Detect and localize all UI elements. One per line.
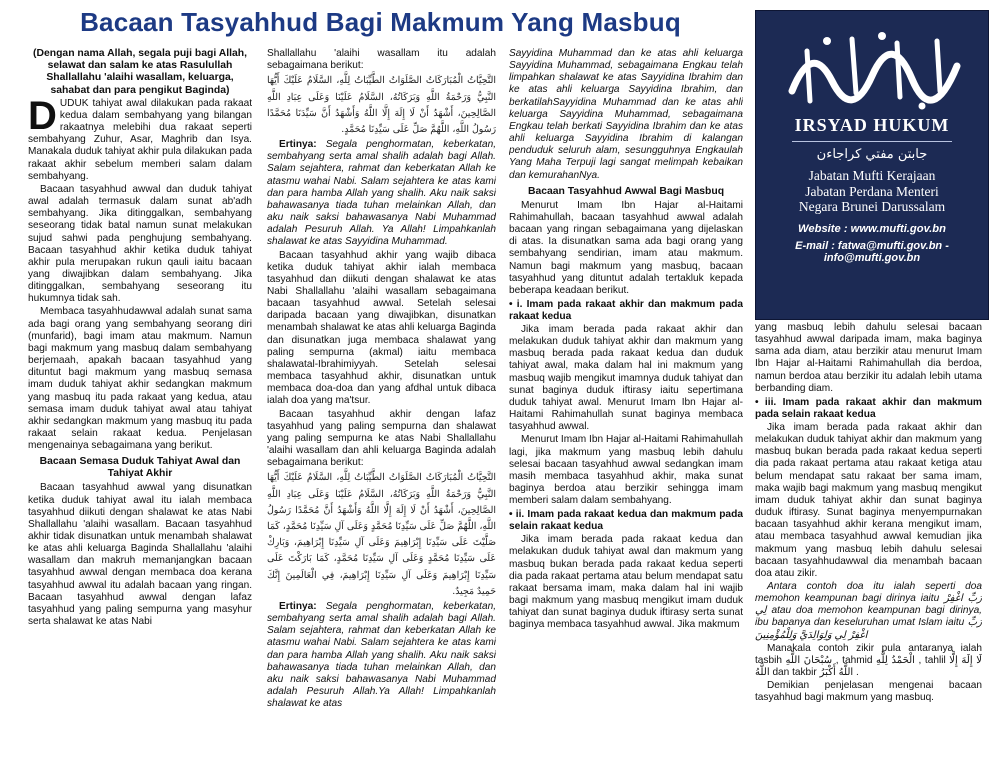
paragraph: Jika imam berada pada rakaat kedua dan melakukan duduk tahiyat awal dan makmum yang masbuq bukan berada pada rakaat kedua seperti dia pada rakaat pertama atau belum mendapat satu rakaat bersama imam, maka dalam hal ini wajib bagi makmum yang masbuq mengikut imam duduk tahiyat dan sunat baginya duduk iftirasy serta sunat baginya membaca tasyahhud awwal. Jika makmum xyxy=(509,534,743,631)
page-title: Bacaan Tasyahhud Bagi Makmum Yang Masbuq xyxy=(80,7,681,37)
banner-divider xyxy=(792,141,952,142)
arabic-tasyahhud-akhir: التَّحِيَّاتُ الْمُبَارَكَاتُ الصَّلَوَاتُ الطَّيِّبَاتُ لِلَّهِ، السَّلَامُ عَلَيْكَ أَيُّهَا النَّبِيُّ وَرَحْمَةُ اللَّهِ وَبَرَكَاتُهُ، السَّلَامُ عَلَيْنَا وَعَلَى عِبَادِ اللَّهِ الصَّالِحِينَ، أَشْهَدُ أَنْ لَا إِلَهَ إِلَّا اللَّهُ وَأَشْهَدُ أَنَّ مُحَمَّدًا رَسُولُ اللَّهِ، اللَّهُمَّ صَلِّ عَلَى سَيِّدِنَا مُحَمَّدٍ وَعَلَى آلِ سَيِّدِنَا مُحَمَّدٍ، كَمَا صَلَّيْتَ عَلَى سَيِّدِنَا إِبْرَاهِيمَ وَعَلَى آلِ سَيِّدِنَا إِبْرَاهِيمَ، وَبَارِكْ عَلَى سَيِّدِنَا مُحَمَّدٍ وَعَلَى آلِ سَيِّدِنَا مُحَمَّدٍ، كَمَا بَارَكْتَ عَلَى سَيِّدِنَا إِبْرَاهِيمَ وَعَلَى آلِ سَيِّدِنَا إِبْرَاهِيمَ، فِي الْعَالَمِينَ إِنَّكَ حَمِيدٌ مَجِيدٌ. xyxy=(267,472,496,597)
paragraph-text: UDUK tahiyat awal dilakukan pada rakaat kedua dalam sembahyang yang bilangan rakaatnya melebihi dua rakaat seperti sembahyang Zuhur, Asar, Maghrib dan Isya. Manakala duduk tahiyat akhir pula dilakukan pada rakaat akhir sebelum memberi salam dalam sembahyang. xyxy=(28,97,252,182)
drop-cap: D xyxy=(28,93,57,138)
translation-label: Ertinya: xyxy=(279,600,317,612)
paragraph: Sayyidina Muhammad dan ke atas ahli keluarga Sayyidina Muhammad, sebagaimana Engkau telah limpahkan shalawat ke atas Sayyidina Ibrahim dan ke atas ahli keluarga Sayyidina Ibrahim, dan berkatilahSayyidina Muhammad dan ke atas ahli keluarga Sayyidina Muhammad, sebagaimana Engkau telah berkati Sayyidina Ibrahim dan ke atas ahli keluarga Sayyidina Ibrahim di kalangan penduduk seluruh alam, sesungguhnya Engkaulah Yang Maha Terpuji lagi sangat melimpah kebaikan dan kemurahanNya. xyxy=(509,48,743,181)
case-heading: • iii. Imam pada rakaat akhir dan makmum pada selain rakaat kedua xyxy=(755,396,982,420)
opening-invocation: (Dengan nama Allah, segala puji bagi Allah, selawat dan salam ke atas Rasulullah Shallallahu 'alaihi wasallam, keluarga, sahabat dan para pengikut Baginda) xyxy=(32,48,247,96)
arabic-subtitle: جابتن مفتي كراجاءن xyxy=(816,147,928,162)
paragraph: Menurut Imam Ibn Hajar al-Haitami Rahimahullah, bacaan tasyahhud awwal adalah bacaan yang ringan sebagaimana yang dijelaskan di atas. Ia disunatkan sama ada bagi orang yang sembahyang sendirian, imam atau makmum. Namun bagi makmum yang masbuq, bacaan tasyahhud yang dituntut adalah tertakluk kepada beberapa keadaan berikut. xyxy=(509,199,743,296)
section-heading: Bacaan Tasyahhud Awwal Bagi Masbuq xyxy=(527,185,725,197)
translation-text: Segala penghormatan, keberkatan, sembahyang serta amal shalih adalah bagi Allah. Salam sejahtera, rahmat dan keberkatan Allah ke atasmu wahai Nabi. Salam sejahtera ke atas kami dan para hamba Allah yang shalih. Aku naik saksi bahawasanya tiada tuhan melainkan Allah, dan aku naik saksi bahawasanya Nabi Muhammad adalah Pesuruh Allah. Ya Allah! Limpahkanlah shalawat ke atas Sayyidina Muhammad. xyxy=(267,139,496,248)
case-heading: • i. Imam pada rakaat akhir dan makmum pada rakaat kedua xyxy=(509,298,743,322)
website-link[interactable]: Website : www.mufti.gov.bn xyxy=(798,222,946,235)
irsyad-hukum-banner xyxy=(755,10,989,320)
paragraph: Antara contoh doa itu ialah seperti doa memohon keampunan bagi dirinya iaitu رَبِّ اغْفِرْ لِي atau doa memohon keampunan bagi dirinya, ibu bapanya dan keseluruhan umat Islam iaitu رَبِّ اغْفِرْ لِي وَلِوَالِدَيَّ وَلِلْمُؤْمِنِينَ xyxy=(755,580,982,641)
arabic-tasyahhud-awwal: التَّحِيَّاتُ الْمُبَارَكَاتُ الصَّلَوَاتُ الطَّيِّبَاتُ لِلَّهِ، السَّلَامُ عَلَيْكَ أَيُّهَا النَّبِيُّ وَرَحْمَةُ اللَّهِ وَبَرَكَاتُهُ، السَّلَامُ عَلَيْنَا وَعَلَى عِبَادِ اللَّهِ الصَّالِحِينَ، أَشْهَدُ أَنْ لَا إِلَهَ إِلَّا اللَّهُ وَأَشْهَدُ أَنَّ سَيِّدَنَا مُحَمَّدًا رَسُولُ اللَّهِ، اللَّهُمَّ صَلِّ عَلَى سَيِّدِنَا مُحَمَّدٍ. xyxy=(267,75,496,135)
paragraph: Shallallahu 'alaihi wasallam itu adalah sebagaimana berikut: xyxy=(267,48,496,72)
paragraph: Jika imam berada pada rakaat akhir dan melakukan duduk tahiyat akhir dan makmum yang masbuq berada pada rakaat kedua dan duduk tahiyat awal, maka dalam hal ini makmum yang masbuq wajib mengikut imamnya duduk tahiyat dan sunat baginya duduk iftirasy iaitu sepertimana duduk tahiyat awal. Menurut Imam Ibn Hajar al-Haitami Rahimahullah sunat baginya membaca tasyahhud awwal. xyxy=(509,323,743,433)
translation-paragraph xyxy=(267,139,496,248)
paragraph: Membaca tasyahhudawwal adalah sunat sama ada bagi orang yang sembahyang seorang diri (munfarid), bagi imam atau makmum. Namun bagi makmum yang masbuq dalam sembahyang berjemaah, apakah bacaan tasyahhud yang dituntut bagi makmum yang masbuq semasa imam duduk tahiyat akhir sedangkan makmum yang masbuq itu pada rakaat yang kedua, atau semasa imam duduk tahiyat awal atau tahiyat akhir sedangkan makmum yang masbuq itu pada rakaat selain rakaat kedua. Penjelasan mengenainya sebagaimana yang berikut. xyxy=(28,306,252,452)
email-link[interactable]: E-mail : fatwa@mufti.gov.bn - info@mufti.gov.bn xyxy=(795,239,949,264)
article-column-3 xyxy=(509,48,743,768)
paragraph: yang masbuq lebih dahulu selesai bacaan tasyahhud awwal daripada imam, maka baginya sama ada diam, atau berzikir atau menurut Imam Ibn Hajar al-Haitami Rahimahullah dia berdoa, namun berdoa atau berzikir itu adalah lebih utama berbanding diam. xyxy=(755,322,982,394)
translation-paragraph xyxy=(267,601,496,710)
paragraph: Bacaan tasyahhud akhir yang wajib dibaca ketika duduk tahiyat akhir ialah membaca tasyahhud dan diikuti dengan shalawat ke atas Nabi Shallallahu 'alaihi wasallam sebagaimana bacaan tasyahhud awwal. Setelah selesai daripada bacaan yang diwajibkan, disunatkan menambah shalawat ke atas ahli keluarga Baginda dan disunatkan juga membaca shalawat yang paling sempurna (akmal) iaitu membaca shalawatal-Ibrahimiyyah. Setelah selesai membaca tasyahhud akhir, disunatkan untuk membaca doa-doa dan yang afdhal untuk dibaca ialah doa yang ma'tsur. xyxy=(267,249,496,407)
org-line-1: Jabatan Mufti Kerajaan xyxy=(808,168,936,183)
paragraph: Menurut Imam Ibn Hajar al-Haitami Rahimahullah lagi, jika makmum yang masbuq lebih dahulu selesai bacaan tasyahhud awwal sedangkan imam masih membaca tasyahhud akhir, maka sunat baginya berdoa atau berzikir sehingga imam memberi salam dalam sembahyang. xyxy=(509,434,743,507)
paragraph: Jika imam berada pada rakaat akhir dan melakukan duduk tahiyat akhir dan makmum yang masbuq bukan berada pada rakaat kedua seperti dia pada rakaat pertama atau rakaat ketiga atau belum mendapat satu rakaat ber sama imam, maka wajib bagi makmum yang masbuq mengikut imam duduk tahiyat akhir dan sunat baginya duduk iftirasy. Sunat baginya menyempurnakan bacaan tasyahhud akhir kerana mengikut imam, atau membaca tasyahhud awwal kemudian jika makmum yang masbuq lebih dahulu selesai bacaan tasyahhudawwal dia menambah bacaan doa atau zikir. xyxy=(755,421,982,579)
org-line-3: Negara Brunei Darussalam xyxy=(798,199,946,214)
translation-text: Segala penghormatan, keberkatan, sembahyang serta amal shalih adalah bagi Allah. Salam sejahtera, rahmat dan keberkatan Allah ke atasmu wahai Nabi. Salam sejahtera ke atas kami dan para hamba Allah yang shalih. Aku naik saksi bahawasanya tiada tuhan melainkan Allah, dan aku naik saksi bahawasanya Nabi Muhammad adalah Pesuruh Allah.Ya Allah! Limpahkanlah shalawat ke atas xyxy=(267,600,496,710)
paragraph xyxy=(28,93,252,183)
paragraph: Manakala contoh zikir pula antaranya ialah tasbih سُبْحَانَ اللَّهِ , tahmid الْحَمْدُ لِلَّهِ , tahlil لَا إِلَهَ إِلَّا اللَّهُ dan takbir اللَّهُ أَكْبَرُ . xyxy=(755,642,982,679)
paragraph: Bacaan tasyahhud awwal yang disunatkan ketika duduk tahiyat awal itu ialah membaca tasyahhud diikuti dengan shalawat ke atas Nabi Shallallahu 'alaihi wasallam. Bacaan tasyahhud akhir tidak disunatkan untuk menambah shalawat ke atas ahli keluarga Baginda Shallallahu 'alaihi wasallam dan makruh memanjangkan bacaan tasyahhud awwal dengan membaca doa kerana tasyahhud awwal itu adalah bacaan yang ringan. Bacaan tasyahhud awwal dengan lafaz tasyahhud yang paling sempurna yang masyhur serta shalawat ke atas Nabi xyxy=(28,482,252,628)
article-column-2 xyxy=(267,48,496,768)
paragraph: Bacaan tasyahhud awwal dan duduk tahiyat awal adalah termasuk dalam sunat ab'adh sembahyang. Jika ditinggalkan, sembahyang seseorang tidak batal namun sunat melakukan sujud sahwi pada penghujung sembahyang. Bacaan tasyahhud akhir ketika duduk tahiyat akhir pula merupakan rukun qauli iaitu bacaan yang diwajibkan dalam sembahyang. Jika ditinggalkan, sembahyang seseorang itu hukumnya tidak sah. xyxy=(28,183,252,305)
closing-paragraph: Demikian penjelasan mengenai bacaan tasyahhud bagi makmum yang masbuq. xyxy=(755,680,982,704)
calligraphy-icon xyxy=(772,21,972,113)
section-heading: Bacaan Semasa Duduk Tahiyat Awal dan Tahiyat Akhir xyxy=(39,456,241,480)
organisation-name xyxy=(756,168,988,215)
paragraph: Bacaan tasyahhud akhir dengan lafaz tasyahhud yang paling sempurna dan shalawat yang paling sempurna ke atas Nabi Shallallahu 'alaihi wasallam dan ahli keluarga Baginda adalah sebagaimana berikut: xyxy=(267,408,496,469)
translation-label: Ertinya: xyxy=(279,139,317,151)
arabic-calligraphy-logo xyxy=(756,21,988,113)
article-column-1 xyxy=(28,48,252,768)
article-column-4 xyxy=(755,322,982,768)
brand-name: IRSYAD HUKUM xyxy=(794,115,950,135)
org-line-2: Jabatan Perdana Menteri xyxy=(805,183,939,199)
case-heading: • ii. Imam pada rakaat kedua dan makmum pada selain rakaat kedua xyxy=(509,509,743,533)
